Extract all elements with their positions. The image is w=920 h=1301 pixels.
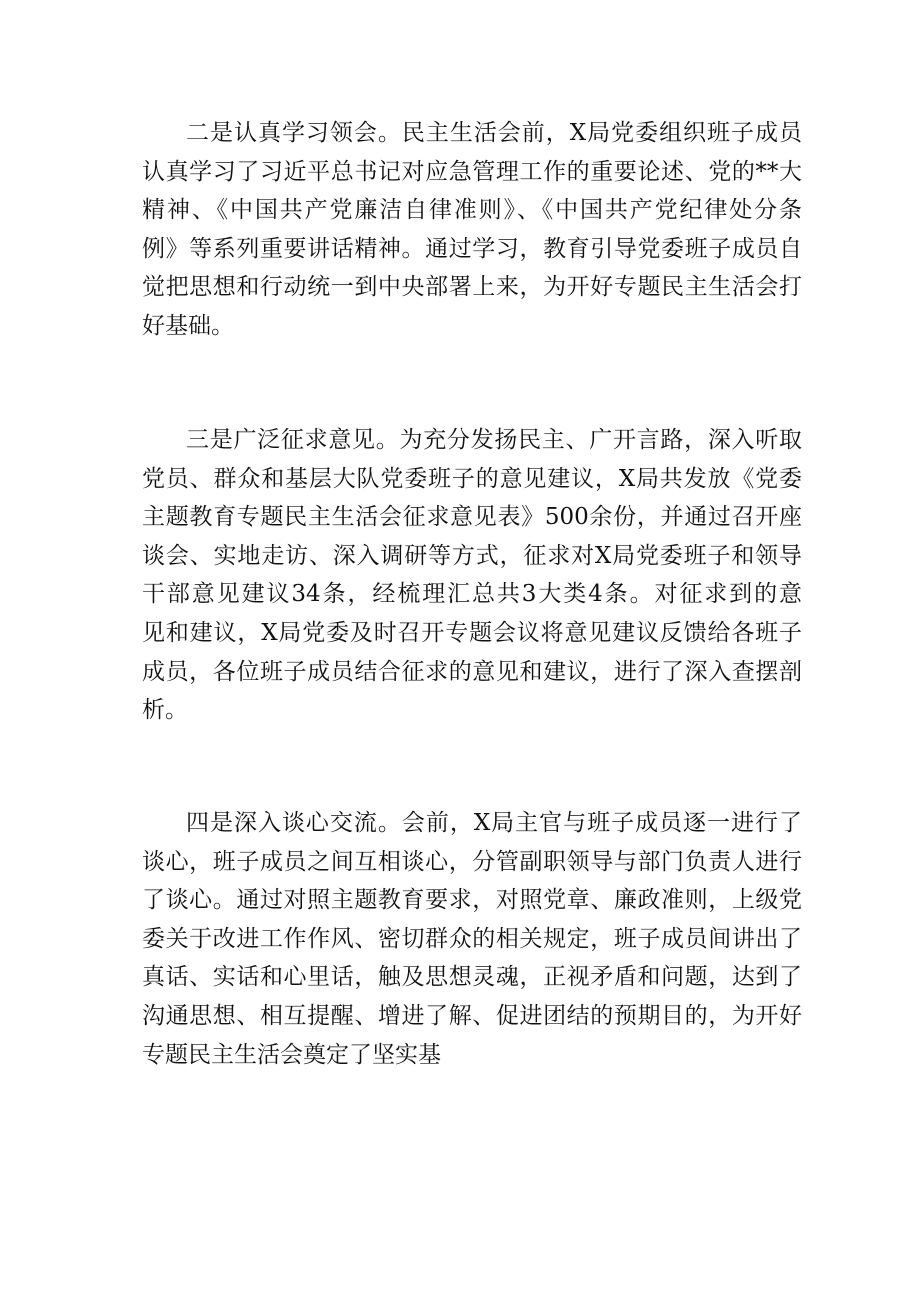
paragraph-heart-to-heart — [142, 804, 802, 1074]
paragraph-line: 三是广泛征求意见。为充分发扬民主、广开言路，深入听取 — [186, 427, 802, 453]
paragraph-line: 党员、群众和基层大队党委班子的意见建议，X局共发放《党委 — [142, 465, 802, 492]
paragraph-line: 谈心，班子成员之间互相谈心，分管副职领导与部门负责人进行 — [142, 848, 802, 875]
paragraph-line: 例》等系列重要讲话精神。通过学习，教育引导党委班子成员自 — [142, 235, 802, 262]
paragraph-line: 二是认真学习领会。民主生活会前，X局党委组织班子成员 — [186, 120, 802, 146]
paragraph-line: 干部意见建议34条，经梳理汇总共3大类4条。对征求到的意 — [142, 581, 802, 608]
paragraph-solicit-opinions — [142, 421, 802, 730]
paragraph-line: 沟通思想、相互提醒、增进了解、促进团结的预期目的，为开好 — [142, 1002, 802, 1029]
paragraph-line: 认真学习了习近平总书记对应急管理工作的重要论述、党的**大 — [142, 158, 802, 185]
paragraph-line: 委关于改进工作作风、密切群众的相关规定，班子成员间讲出了 — [142, 925, 802, 952]
paragraph-line: 谈会、实地走访、深入调研等方式，征求对X局党委班子和领导 — [142, 542, 802, 569]
paragraph-line: 见和建议，X局党委及时召开专题会议将意见建议反馈给各班子 — [142, 619, 802, 646]
paragraph-study — [142, 114, 802, 346]
paragraph-line: 专题民主生活会奠定了坚实基 — [142, 1041, 441, 1068]
paragraph-line: 好基础。 — [142, 312, 234, 339]
paragraph-line: 析。 — [142, 697, 188, 724]
paragraph-line: 主题教育专题民主生活会征求意见表》500余份，并通过召开座 — [142, 504, 802, 531]
paragraph-line: 四是深入谈心交流。会前，X局主官与班子成员逐一进行了 — [186, 810, 802, 836]
paragraph-line: 真话、实话和心里话，触及思想灵魂，正视矛盾和问题，达到了 — [142, 964, 802, 991]
paragraph-line: 觉把思想和行动统一到中央部署上来，为开好专题民主生活会打 — [142, 274, 802, 301]
paragraph-line: 了谈心。通过对照主题教育要求，对照党章、廉政准则，上级党 — [142, 887, 802, 914]
paragraph-line: 成员，各位班子成员结合征求的意见和建议，进行了深入查摆剖 — [142, 658, 802, 685]
paragraph-line: 精神、《中国共产党廉洁自律准则》、《中国共产党纪律处分条 — [142, 197, 802, 224]
